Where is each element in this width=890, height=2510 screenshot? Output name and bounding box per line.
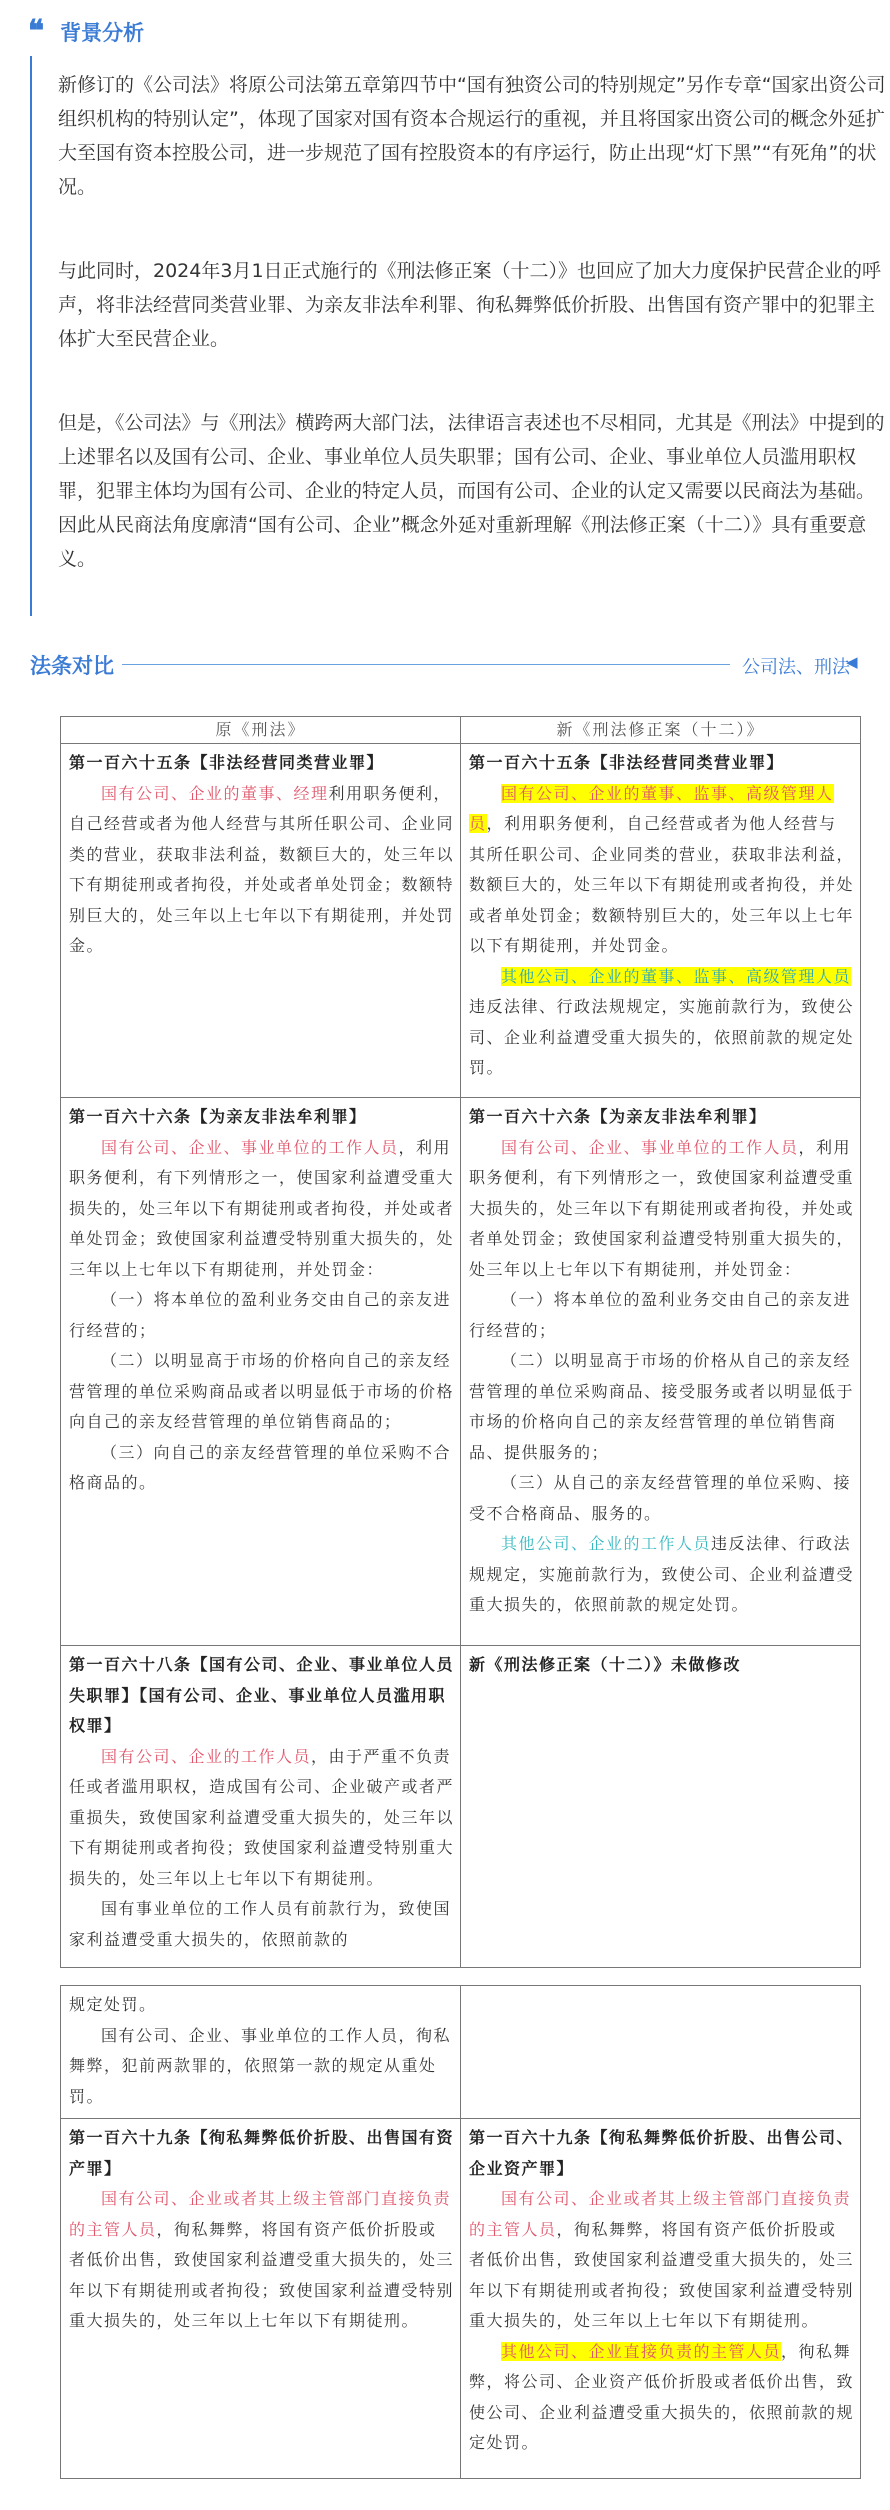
comparison-section-tag: 公司法、刑法	[742, 657, 850, 678]
article-text: ，徇私舞弊，将公司、企业资产低价折股或者低价出售，致使公司、企业利益遭受重大损失的，依照前款的规定处罚。	[469, 2341, 855, 2452]
background-section-body	[30, 56, 886, 616]
column-header-old: 原《刑法》	[61, 717, 461, 744]
list-item: （一）将本单位的盈利业务交由自己的亲友进行经营的；	[469, 1290, 852, 1340]
triangle-left-icon: ◀	[846, 653, 858, 671]
background-section-header	[28, 16, 144, 48]
unchanged-note: 新《刑法修正案（十二）》未做修改	[469, 1655, 742, 1674]
table-cell	[461, 744, 861, 1098]
article-text: 违反法律、行政法规规定，实施前款行为，致使公司、企业利益遭受重大损失的，依照前款的规定处罚。	[469, 1534, 855, 1614]
subject-text: 国有公司、企业、事业单位的工作人员	[101, 1137, 399, 1157]
article-text: ，由于严重不负责任或者滥用职权，造成国有公司、企业破产或者严重损失，致使国家利益遭受重大损失的，处三年以下有期徒刑或者拘役；致使国家利益遭受特别重大损失的，处三年以上七年以下有期徒刑。	[69, 1746, 455, 1888]
quote-icon: ❝	[28, 14, 45, 49]
highlighted-subject: 其他公司、企业的董事、监事、高级管理人员	[501, 966, 852, 986]
article-title: 第一百六十五条【非法经营同类营业罪】	[69, 753, 385, 772]
article-title: 第一百六十八条【国有公司、企业、事业单位人员失职罪】【国有公司、企业、事业单位人员滥用职权罪】	[69, 1655, 455, 1735]
subject-text: 国有公司、企业、事业单位的工作人员	[501, 1137, 799, 1157]
table-cell	[61, 744, 461, 1098]
table-cell	[461, 1646, 861, 1968]
subject-text: 国有公司、企业或者其上级主管部门直接负责的主管人员	[469, 2189, 852, 2239]
table-row	[61, 744, 861, 1098]
table-cell	[461, 2119, 861, 2479]
article-text: 国有事业单位的工作人员有前款行为，致使国家利益遭受重大损失的，依照前款的	[69, 1899, 452, 1949]
comparison-section-title: 法条对比	[30, 654, 114, 678]
column-header-new: 新《刑法修正案（十二）》	[461, 717, 861, 744]
subject-text: 国有公司、企业的董事、经理	[101, 783, 329, 803]
table-row	[61, 2119, 861, 2479]
list-item: （二）以明显高于市场的价格向自己的亲友经营管理的单位采购商品或者以明显低于市场的价格向自己的亲友经营管理的单位销售商品的；	[69, 1351, 455, 1431]
article-text: 违反法律、行政法规规定，实施前款行为，致使公司、企业利益遭受重大损失的，依照前款的规定处罚。	[469, 997, 855, 1077]
list-item: （三）从自己的亲友经营管理的单位采购、接受不合格商品、服务的。	[469, 1473, 852, 1523]
article-title: 第一百六十九条【徇私舞弊低价折股、出售公司、企业资产罪】	[469, 2128, 855, 2178]
article-title: 第一百六十五条【非法经营同类营业罪】	[469, 753, 785, 772]
article-title: 第一百六十六条【为亲友非法牟利罪】	[69, 1107, 367, 1126]
subject-text: 国有公司、企业的工作人员	[101, 1746, 312, 1766]
table-cell	[61, 1986, 461, 2119]
law-comparison-table	[60, 716, 861, 1968]
table-row	[61, 1098, 861, 1646]
divider-line	[122, 664, 730, 665]
table-cell	[461, 1986, 861, 2119]
article-text: ，利用职务便利，自己经营或者为他人经营与其所任职公司、企业同类的营业，获取非法利益，数额巨大的，处三年以下有期徒刑或者拘役，并处或者单处罚金；数额特别巨大的，处三年以上七年以下有期徒刑，并处罚金。	[469, 814, 855, 955]
background-paragraph-2: 与此同时，2024年3月1日正式施行的《刑法修正案（十二）》也回应了加大力度保护民营企业的呼声，将非法经营同类营业罪、为亲友非法牟利罪、徇私舞弊低价折股、出售国有资产罪中的犯罪主体扩大至民营企业。	[58, 260, 882, 350]
article-text: ，利用职务便利，有下列情形之一，使国家利益遭受重大损失的，处三年以下有期徒刑或者拘役，并处或者单处罚金；致使国家利益遭受特别重大损失的，处三年以上七年以下有期徒刑，并处罚金：	[69, 1137, 455, 1279]
comparison-section-header	[30, 650, 864, 680]
highlighted-subject: 其他公司、企业直接负责的主管人员	[501, 2341, 782, 2361]
list-item: （二）以明显高于市场的价格从自己的亲友经营管理的单位采购商品、接受服务或者以明显低于市场的价格向自己的亲友经营管理的单位销售商品、提供服务的；	[469, 1351, 855, 1462]
table-cell	[61, 2119, 461, 2479]
law-comparison-table-continued	[60, 1985, 861, 2479]
article-text: 规定处罚。	[69, 1995, 157, 2014]
article-text: ，利用职务便利，有下列情形之一，致使国家利益遭受重大损失的，处三年以下有期徒刑或者拘役，并处或者单处罚金；致使国家利益遭受特别重大损失的，处三年以上七年以下有期徒刑，并处罚金：	[469, 1137, 855, 1279]
table-cell	[61, 1098, 461, 1646]
list-item: （三）向自己的亲友经营管理的单位采购不合格商品的。	[69, 1442, 452, 1492]
article-text: ，徇私舞弊，将国有资产低价折股或者低价出售，致使国家利益遭受重大损失的，处三年以下有期徒刑或者拘役；致使国家利益遭受特别重大损失的，处三年以上七年以下有期徒刑。	[69, 2219, 455, 2330]
table-header-row	[61, 717, 861, 744]
table-cell	[461, 1098, 861, 1646]
background-paragraph-1: 新修订的《公司法》将原公司法第五章第四节中“国有独资公司的特别规定”另作专章“国家出资公司组织机构的特别认定”，体现了国家对国有资本合规运行的重视，并且将国家出资公司的概念外延扩大至国有资本控股公司，进一步规范了国有控股资本的有序运行，防止出现“灯下黑”“有死角”的状况。	[58, 74, 886, 198]
background-section-title: 背景分析	[60, 21, 145, 45]
table-row	[61, 1986, 861, 2119]
article-text: 国有公司、企业、事业单位的工作人员，徇私舞弊，犯前两款罪的，依照第一款的规定从重处罚。	[69, 2025, 452, 2106]
table-cell	[61, 1646, 461, 1968]
article-title: 第一百六十六条【为亲友非法牟利罪】	[469, 1107, 767, 1126]
background-paragraph-3: 但是，《公司法》与《刑法》横跨两大部门法，法律语言表述也不尽相同，尤其是《刑法》中提到的上述罪名以及国有公司、企业、事业单位人员失职罪；国有公司、企业、事业单位人员滥用职权罪，犯罪主体均为国有公司、企业的特定人员，而国有公司、企业的认定又需要以民商法为基础。因此从民商法角度廓清“国有公司、企业”概念外延对重新理解《刑法修正案（十二）》具有重要意义。	[58, 412, 885, 570]
subject-text: 其他公司、企业的工作人员	[501, 1534, 712, 1553]
article-title: 第一百六十九条【徇私舞弊低价折股、出售国有资产罪】	[69, 2128, 455, 2178]
article-text: 利用职务便利，自己经营或者为他人经营与其所任职公司、企业同类的营业，获取非法利益，数额巨大的，处三年以下有期徒刑或者拘役，并处或者单处罚金；数额特别巨大的，处三年以上七年以下有期徒刑，并处罚金。	[69, 783, 455, 955]
article-text: ，徇私舞弊，将国有资产低价折股或者低价出售，致使国家利益遭受重大损失的，处三年以下有期徒刑或者拘役；致使国家利益遭受特别重大损失的，处三年以上七年以下有期徒刑。	[469, 2219, 855, 2330]
highlighted-subject: 国有公司、企业的董事、监事、高级管理人员	[469, 783, 834, 833]
subject-text: 国有公司、企业或者其上级主管部门直接负责的主管人员	[69, 2189, 452, 2239]
list-item: （一）将本单位的盈利业务交由自己的亲友进行经营的；	[69, 1290, 452, 1340]
table-row	[61, 1646, 861, 1968]
